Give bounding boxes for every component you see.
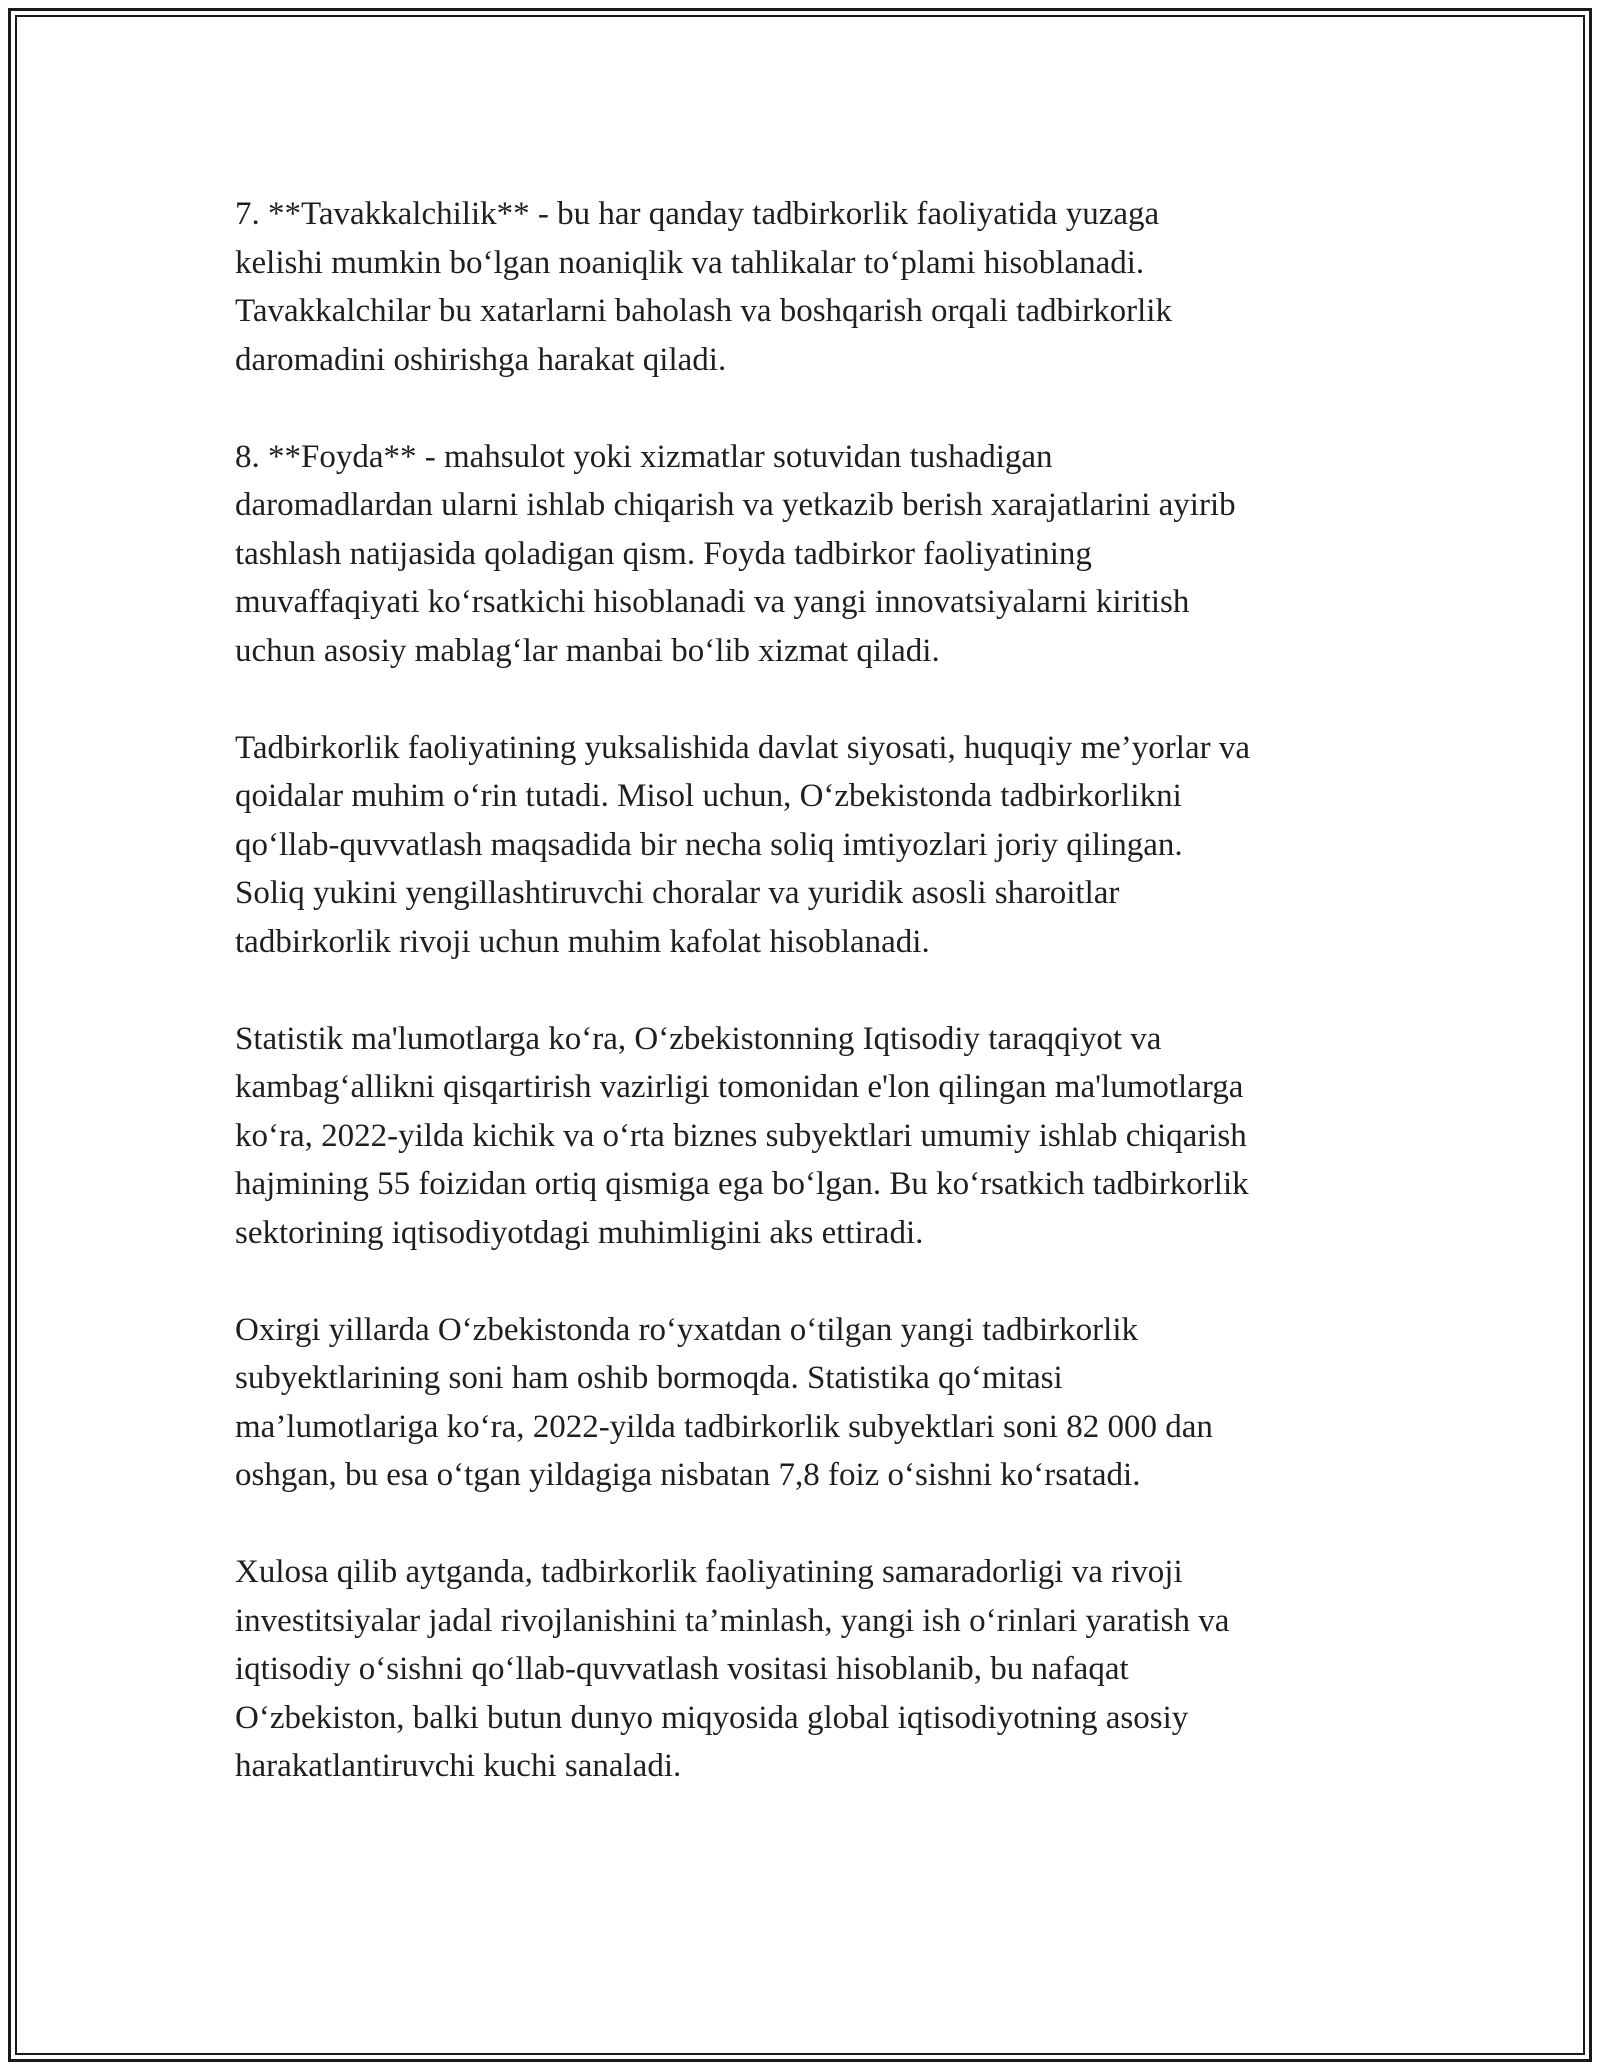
paragraph-registration-growth bbox=[235, 1306, 1375, 1500]
text-line: uchun asosiy mablag‘lar manbai bo‘lib xizmat qiladi. bbox=[235, 632, 940, 669]
text-line: kelishi mumkin bo‘lgan noaniqlik va tahlikalar to‘plami hisoblanadi. bbox=[235, 244, 1145, 281]
text-line: sektorining iqtisodiyotdagi muhimligini aks ettiradi. bbox=[235, 1214, 924, 1251]
text-line: iqtisodiy o‘sishni qo‘llab-quvvatlash vositasi hisoblanib, bu nafaqat bbox=[235, 1651, 1129, 1687]
text-line: 7. **Tavakkalchilik** - bu har qanday tadbirkorlik faoliyatida yuzaga bbox=[235, 196, 1160, 232]
text-line: ma’lumotlariga ko‘ra, 2022-yilda tadbirkorlik subyektlari soni 82 000 dan bbox=[235, 1408, 1213, 1445]
text-line: Oxirgi yillarda O‘zbekistonda ro‘yxatdan o‘tilgan yangi tadbirkorlik bbox=[235, 1311, 1138, 1348]
text-line: 8. **Foyda** - mahsulot yoki xizmatlar sotuvidan tushadigan bbox=[235, 438, 1053, 475]
text-line: subyektlarining soni ham oshib bormoqda. Statistika qo‘mitasi bbox=[235, 1360, 1063, 1396]
paragraph-conclusion bbox=[235, 1548, 1375, 1791]
text-line: Tavakkalchilar bu xatarlarni baholash va boshqarish orqali tadbirkorlik bbox=[235, 293, 1172, 329]
text-line: Soliq yukini yengillashtiruvchi choralar va yuridik asosli sharoitlar bbox=[235, 875, 1120, 911]
text-line: Tadbirkorlik faoliyatining yuksalishida davlat siyosati, huquqiy me’yorlar va bbox=[235, 729, 1250, 766]
text-line: O‘zbekiston, balki butun dunyo miqyosida global iqtisodiyotning asosiy bbox=[235, 1699, 1189, 1736]
text-line: muvaffaqiyati ko‘rsatkichi hisoblanadi va yangi innovatsiyalarni kiritish bbox=[235, 584, 1190, 620]
text-line: kambag‘allikni qisqartirish vazirligi tomonidan e'lon qilingan ma'lumotlarga bbox=[235, 1069, 1244, 1105]
text-line: ko‘ra, 2022-yilda kichik va o‘rta biznes subyektlari umumiy ishlab chiqarish bbox=[235, 1117, 1247, 1154]
text-line: hajmining 55 foizidan ortiq qismiga ega bo‘lgan. Bu ko‘rsatkich tadbirkorlik bbox=[235, 1166, 1249, 1202]
text-line: daromadini oshirishga harakat qiladi. bbox=[235, 341, 727, 378]
paragraph-profit-definition bbox=[235, 433, 1375, 676]
text-line: Xulosa qilib aytganda, tadbirkorlik faoliyatining samaradorligi va rivoji bbox=[235, 1554, 1183, 1590]
text-line: qoidalar muhim o‘rin tutadi. Misol uchun, O‘zbekistonda tadbirkorlikni bbox=[235, 778, 1182, 814]
document-body bbox=[235, 190, 1375, 1839]
text-line: qo‘llab-quvvatlash maqsadida bir necha soliq imtiyozlari joriy qilingan. bbox=[235, 826, 1183, 863]
text-line: tashlash natijasida qoladigan qism. Foyda tadbirkor faoliyatining bbox=[235, 535, 1092, 572]
paragraph-statistics bbox=[235, 1015, 1375, 1258]
text-line: investitsiyalar jadal rivojlanishini ta’minlash, yangi ish o‘rinlari yaratish va bbox=[235, 1602, 1230, 1639]
text-line: daromadlardan ularni ishlab chiqarish va yetkazib berish xarajatlarini ayirib bbox=[235, 487, 1236, 523]
text-line: tadbirkorlik rivoji uchun muhim kafolat hisoblanadi. bbox=[235, 923, 930, 960]
text-line: Statistik ma'lumotlarga ko‘ra, O‘zbekistonning Iqtisodiy taraqqiyot va bbox=[235, 1020, 1162, 1057]
paragraph-risk-definition bbox=[235, 190, 1375, 384]
paragraph-state-policy bbox=[235, 724, 1375, 967]
text-line: oshgan, bu esa o‘tgan yildagiga nisbatan 7,8 foiz o‘sishni ko‘rsatadi. bbox=[235, 1457, 1141, 1493]
text-line: harakatlantiruvchi kuchi sanaladi. bbox=[235, 1748, 682, 1784]
